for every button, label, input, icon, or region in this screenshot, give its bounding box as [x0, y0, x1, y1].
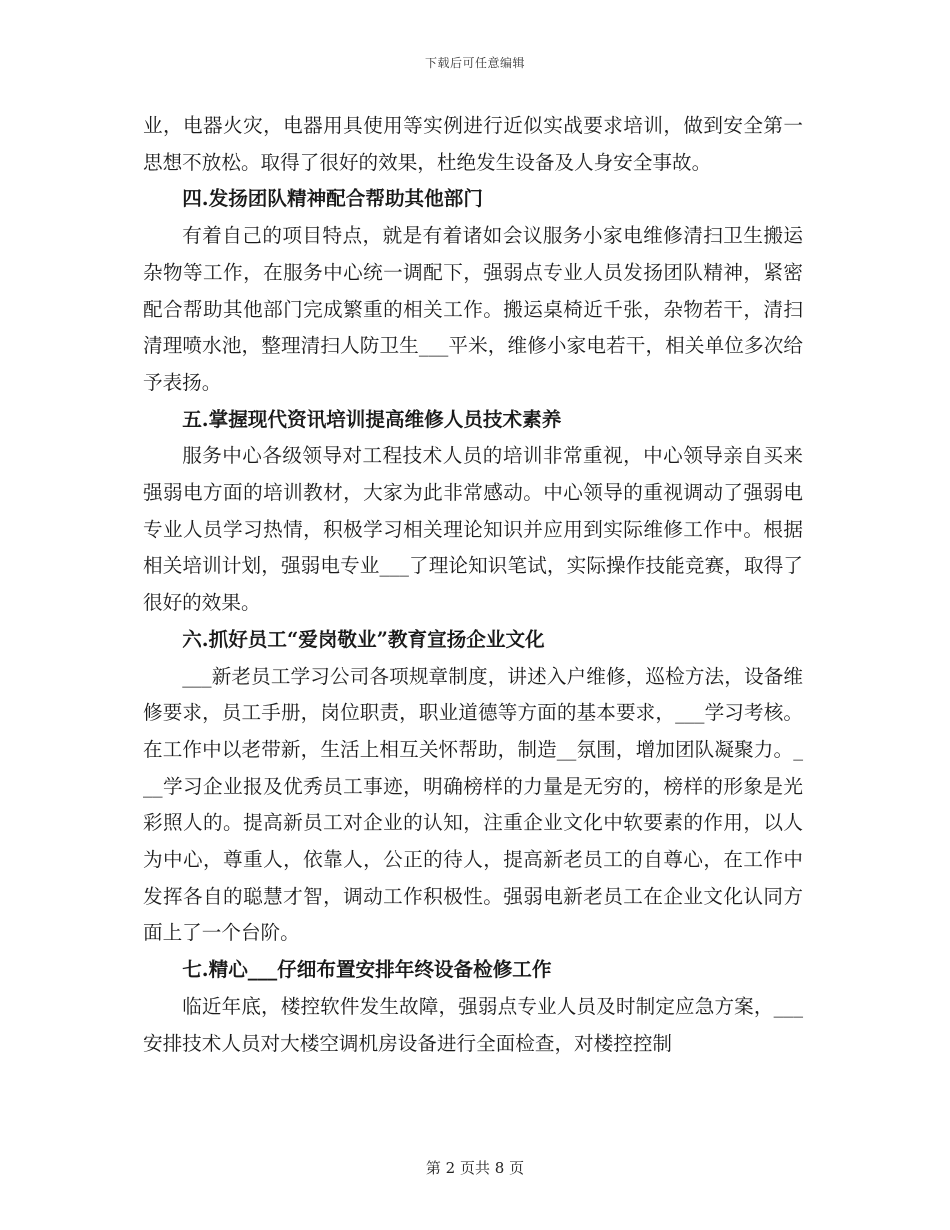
- section-heading-7: 七.精心___仔细布置安排年终设备检修工作: [182, 958, 552, 982]
- paragraph-section-7: 临近年底，楼控软件发生故障，强弱点专业人员及时制定应急方案，___安排技术人员对大楼空调机房设备进行全面检查，对楼控控制: [143, 994, 803, 1055]
- paragraph-section-6: ___新老员工学习公司各项规章制度，讲述入户维修，巡检方法，设备维修要求，员工手册，岗位职责，职业道德等方面的基本要求，___学习考核。在工作中以老带新，生活上相互关怀帮助，制造__氛围，增加团队凝聚力。___学习企业报及优秀员工事迹，明确榜样的力量是无穷的，榜样的形象是光彩照人的。提高新员工对企业的认知，注重企业文化中软要素的作用，以人为中心，尊重人，依靠人，公正的待人，提高新老员工的自尊心，在工作中发挥各自的聪慧才智，调动工作积极性。强弱电新老员工在企业文化认同方面上了一个台阶。: [143, 664, 803, 945]
- paragraph-section-5: 服务中心各级领导对工程技术人员的培训非常重视，中心领导亲自买来强弱电方面的培训教材，大家为此非常感动。中心领导的重视调动了强弱电专业人员学习热情，积极学习相关理论知识并应用到实际维修工作中。根据相关培训计划，强弱电专业___了理论知识笔试，实际操作技能竞赛，取得了很好的效果。: [143, 444, 803, 615]
- paragraph-continuation: 业，电器火灾，电器用具使用等实例进行近似实战要求培训，做到安全第一思想不放松。取得了很好的效果，杜绝发生设备及人身安全事故。: [143, 114, 803, 174]
- paragraph-section-4: 有着自己的项目特点，就是有着诸如会议服务小家电维修清扫卫生搬运杂物等工作，在服务中心统一调配下，强弱点专业人员发扬团队精神，紧密配合帮助其他部门完成繁重的相关工作。搬运桌椅近千张，杂物若干，清扫清理喷水池，整理清扫人防卫生___平米，维修小家电若干，相关单位多次给予表扬。: [143, 224, 803, 394]
- section-heading-4: 四.发扬团队精神配合帮助其他部门: [182, 187, 483, 211]
- page-number-footer: 第 2 页共 8 页: [425, 1159, 525, 1177]
- section-heading-6: 六.抓好员工“爱岗敬业”教育宣扬企业文化: [182, 627, 545, 651]
- page-header: 下载后可任意编辑: [424, 56, 525, 70]
- document-body: [143, 108, 803, 1062]
- section-heading-5: 五.掌握现代资讯培训提高维修人员技术素养: [182, 407, 562, 431]
